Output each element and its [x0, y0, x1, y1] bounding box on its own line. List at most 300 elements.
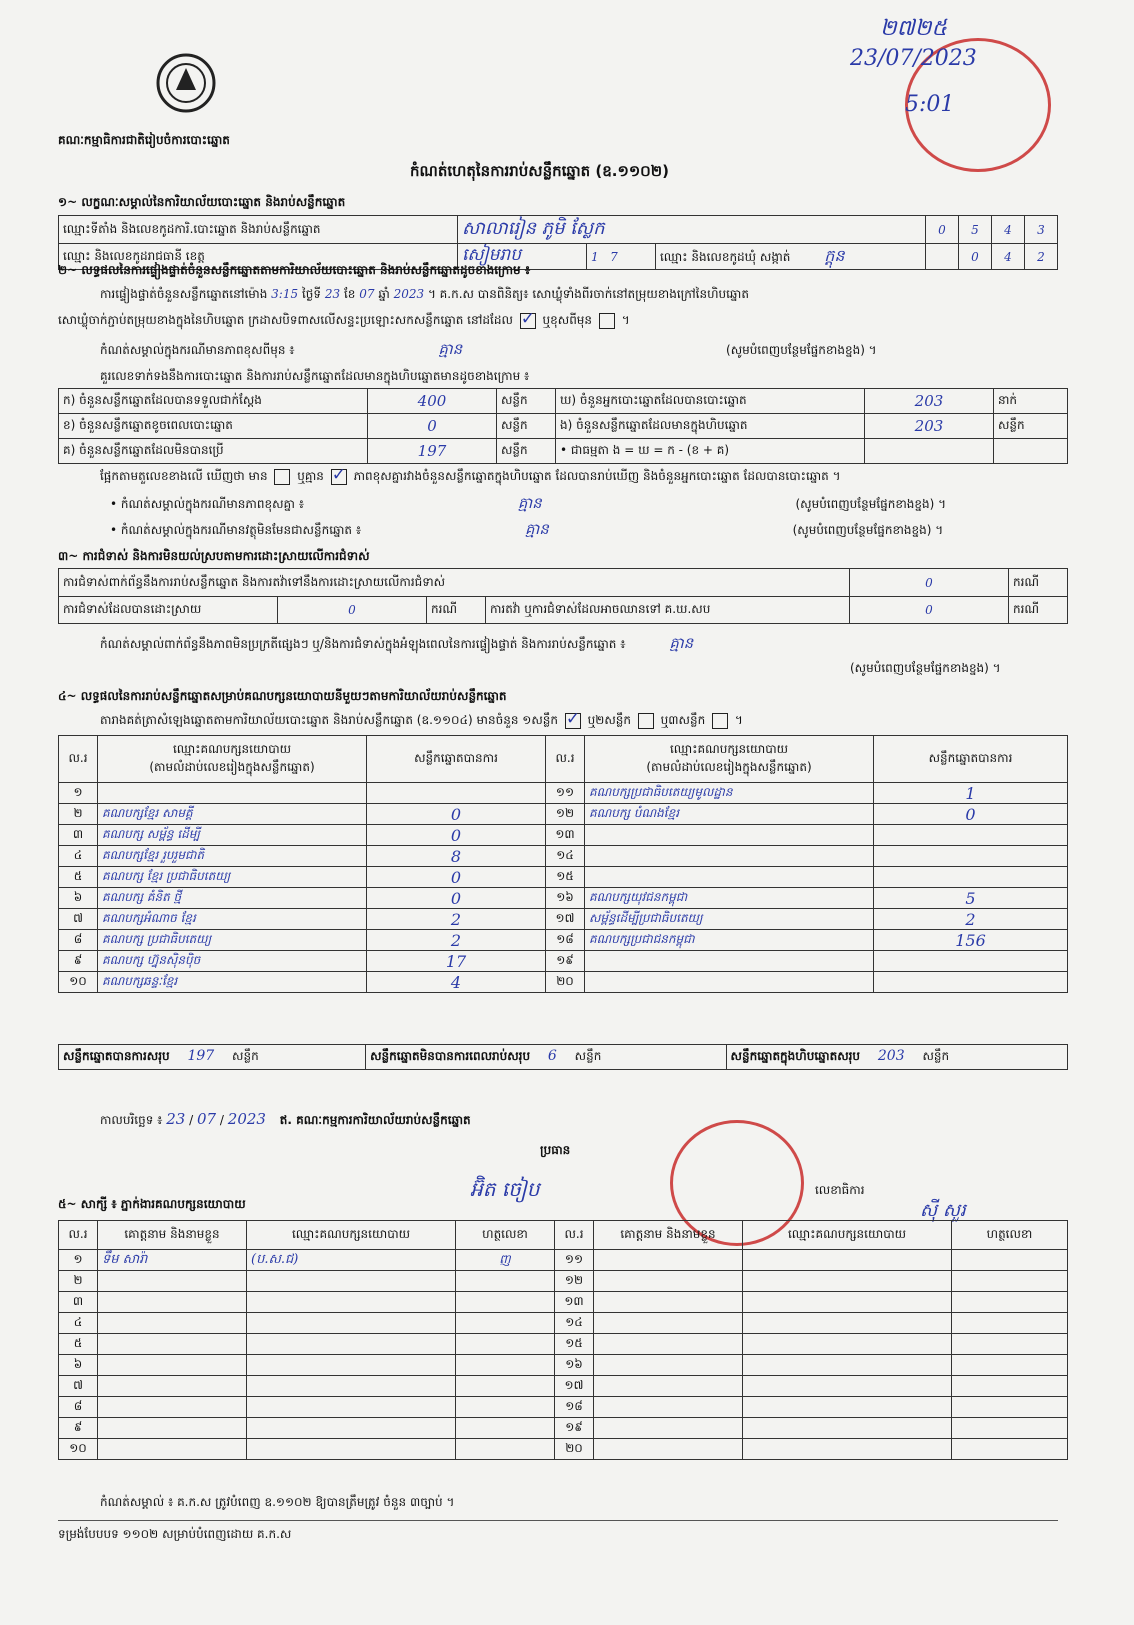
witness-name: [594, 1418, 743, 1439]
results-col-party-left-b: (តាមលំដាប់លេខរៀងក្នុងសន្លឹកឆ្នោត): [149, 760, 315, 774]
footer-rule: [58, 1520, 1058, 1521]
commune-code-empty: [926, 244, 959, 270]
witness-no: ៧: [59, 1376, 98, 1397]
location-code-4: 3: [1025, 216, 1058, 244]
results-col-votes-left: សន្លឹកឆ្នោតបានការ: [367, 736, 546, 783]
results-col-party-right-b: (តាមលំដាប់លេខរៀងក្នុងសន្លឹកឆ្នោត): [646, 760, 812, 774]
witness-party: [743, 1271, 952, 1292]
results-col-no-right: ល.រ: [546, 736, 585, 783]
witness-name: [98, 1418, 247, 1439]
secretary-title: លេខាធិការ: [815, 1183, 865, 1197]
witness-no: ២០: [555, 1439, 594, 1460]
total-box-cell: [726, 1045, 1067, 1070]
witness-name: [594, 1376, 743, 1397]
results-col-party-left: [98, 736, 367, 783]
witness-signature: [456, 1439, 555, 1460]
date-year: 2023: [227, 1110, 266, 1128]
witness-body: [59, 1250, 1068, 1460]
party-name: គណបក្សអំណាច ខ្មែរ: [98, 909, 367, 930]
table-row: [59, 1376, 1068, 1397]
witness-party: [743, 1334, 952, 1355]
verify-text-c: ខែ: [343, 287, 356, 301]
date-label: កាលបរិច្ឆេទ ៖: [100, 1113, 163, 1127]
witness-party: [743, 1292, 952, 1313]
witness-name: [98, 1334, 247, 1355]
witness-party: [743, 1355, 952, 1376]
witness-name: [98, 1355, 247, 1376]
witness-party: [247, 1397, 456, 1418]
secretary-signature: ស៊ី សួរ: [920, 1200, 966, 1221]
witness-no: ១៥: [555, 1334, 594, 1355]
committee-label: ឥ. គណៈកម្មការការិយាល័យរាប់សន្លឹកឆ្នោត: [279, 1113, 471, 1127]
party-votes: [874, 951, 1068, 972]
bullet-note-2: [110, 520, 943, 542]
witness-signature: [456, 1376, 555, 1397]
witness-name: [98, 1271, 247, 1292]
table-row: [59, 825, 1068, 846]
stamp-time: 5:01: [905, 92, 955, 117]
has-difference-checkbox[interactable]: [274, 469, 290, 485]
total-invalid-unit: សន្លឹក: [574, 1049, 602, 1063]
total-box-unit: សន្លឹក: [922, 1049, 950, 1063]
verify-text-g: ឬខុសពីមុន: [542, 313, 593, 327]
tally-text-c: ឬ៣សន្លឹក: [660, 713, 706, 727]
party-name: គណបក្សឆន្ទៈខ្មែរ: [98, 972, 367, 993]
witness-signature: [952, 1439, 1068, 1460]
footer-text: ទម្រង់បែបបទ ១១០២ សម្រាប់បំពេញដោយ គ.ក.ស: [58, 1527, 292, 1541]
table-row: [59, 1313, 1068, 1334]
witness-name: [594, 1355, 743, 1376]
figures-row: [59, 439, 1068, 464]
location-code-2: 5: [959, 216, 992, 244]
commune-value: ក្ដុន: [824, 245, 845, 265]
difference-check-line: [100, 468, 841, 486]
witness-no: ១០: [59, 1439, 98, 1460]
witness-no: ៥: [59, 1334, 98, 1355]
party-votes: 4: [367, 972, 546, 993]
form-title: កំណត់ហេតុនៃការរាប់សន្លឹកឆ្នោត (ឧ.១១០២): [410, 162, 670, 180]
commune-label: ឈ្មោះ និងលេខកូដឃុំ សង្កាត់: [660, 249, 791, 264]
results-col-party-right-a: ឈ្មោះគណបក្សនយោបាយ: [669, 742, 789, 756]
objection-resolved-value: 0: [278, 597, 427, 624]
commune-code-3: 2: [1025, 244, 1058, 270]
objection-related-label: ការជំទាស់ពាក់ព័ន្ធនឹងការរាប់សន្លឹកឆ្នោត និងការតវ៉ាទៅនឹងការដោះស្រាយលើការជំទាស់: [59, 569, 850, 597]
party-votes: 0: [367, 867, 546, 888]
section5-heading: ៥~ សាក្សី ៖ ភ្នាក់ងារគណបក្សនយោបាយ: [58, 1197, 246, 1211]
results-col-no-left: ល.រ: [59, 736, 98, 783]
witness-signature: [952, 1376, 1068, 1397]
total-invalid-value: 6: [547, 1048, 557, 1064]
total-invalid-cell: [366, 1045, 726, 1070]
party-name: គណបក្ស គំនិត ថ្មី: [98, 888, 367, 909]
table-row: [59, 846, 1068, 867]
witness-no: ៤: [59, 1313, 98, 1334]
bullet1-label: • កំណត់សម្គាល់ក្នុងករណីមានភាពខុសគ្នា ៖: [110, 497, 305, 511]
verify-text-d: ឆ្នាំ: [378, 287, 390, 301]
table-row: [59, 1271, 1068, 1292]
party-no: ២០: [546, 972, 585, 993]
one-sheet-checkbox[interactable]: [565, 713, 581, 729]
table-row: [59, 930, 1068, 951]
section3-heading: ៣~ ការជំទាស់ និងការមិនយល់ស្របតាមការដោះស្រាយលើការជំទាស់: [58, 549, 370, 563]
party-no: ៩: [59, 951, 98, 972]
commune-label-cell: [656, 244, 926, 270]
figure-left-unit: សន្លឹក: [497, 389, 556, 414]
witness-name: ទឹម សារ៉ា: [98, 1250, 247, 1271]
figure-right-value: [865, 439, 994, 464]
objection-related-value: 0: [850, 569, 1009, 597]
witness-signature: [952, 1271, 1068, 1292]
figures-intro: គួរលេខទាក់ទងនឹងការបោះឆ្នោត និងការរាប់សន្លឹកឆ្នោតដែលមានក្នុងហិបឆ្នោតមានដូចខាងក្រោម ៖: [100, 369, 530, 383]
bullet2-label: • កំណត់សម្គាល់ក្នុងករណីមានវត្ថុមិនមែនជាសន្លឹកឆ្នោត ៖: [110, 523, 362, 537]
witness-party: [743, 1313, 952, 1334]
figure-right-label: ឃ) ចំនួនអ្នកបោះឆ្នោតដែលបានបោះឆ្នោត: [556, 389, 865, 414]
witness-signature: [952, 1250, 1068, 1271]
witness-signature: [456, 1334, 555, 1355]
table-row: [59, 972, 1068, 993]
figure-right-unit: សន្លឹក: [994, 414, 1068, 439]
total-invalid-label: សន្លឹកឆ្នោតមិនបានការពេលរាប់សរុប: [370, 1049, 531, 1063]
witness-no: ១៣: [555, 1292, 594, 1313]
irregularity-hint: (សូមបំពេញបន្ថែមផ្នែកខាងខ្នង) ។: [850, 661, 1001, 675]
irregularity-note: [100, 634, 693, 656]
witness-col-no-left: ល.រ: [59, 1221, 98, 1250]
figure-left-label: ខ) ចំនួនសន្លឹកឆ្នោតខូចពេលបោះឆ្នោត: [59, 414, 368, 439]
witness-col-no-right: ល.រ: [555, 1221, 594, 1250]
section4-heading: ៤~ លទ្ធផលនៃការរាប់សន្លឹកឆ្នោតសម្រាប់គណបក្សនយោបាយនីមួយៗតាមការិយាល័យរាប់សន្លឹកឆ្នោត: [58, 689, 507, 703]
party-name: គណបក្សប្រជាជនកម្ពុជា: [585, 930, 874, 951]
province-code: [587, 244, 656, 270]
party-no: ១៥: [546, 867, 585, 888]
total-box-value: 203: [877, 1048, 905, 1064]
objection-escalated-unit: ករណី: [1009, 597, 1068, 624]
stamp-number: ២៧២៥: [880, 16, 947, 41]
table-row: [59, 888, 1068, 909]
table-row: [59, 867, 1068, 888]
witness-no: ៦: [59, 1355, 98, 1376]
witness-party: [247, 1271, 456, 1292]
two-sheets-checkbox[interactable]: [638, 713, 654, 729]
results-table: [58, 735, 1068, 993]
section1-heading: ១~ លក្ខណៈសម្គាល់នៃការិយាល័យបោះឆ្នោត និងរាប់សន្លឹកឆ្នោត: [58, 195, 346, 209]
party-name: សម្ព័ន្ធដើម្បីប្រជាធិបតេយ្យ: [585, 909, 874, 930]
party-name: គណបក្ស សម្ព័ន្ធ ដើម្បី: [98, 825, 367, 846]
difference-note-value: គ្មាន: [438, 340, 463, 358]
witness-signature: [952, 1292, 1068, 1313]
figure-right-value: 203: [865, 389, 994, 414]
witness-no: ៨: [59, 1397, 98, 1418]
witness-signature: [952, 1397, 1068, 1418]
party-no: ១៧: [546, 909, 585, 930]
witness-party: [743, 1418, 952, 1439]
date-day: 23: [166, 1110, 186, 1128]
verify-text-b: ថ្ងៃទី: [301, 287, 321, 301]
table-row: [59, 804, 1068, 825]
party-no: ៧: [59, 909, 98, 930]
party-votes: 2: [874, 909, 1068, 930]
nec-emblem-icon: [150, 52, 222, 114]
tally-text-b: ឬ២សន្លឹក: [587, 713, 632, 727]
table-row: [59, 1439, 1068, 1460]
witness-name: [98, 1292, 247, 1313]
party-name: គណបក្សប្រជាធិបតេយ្យមូលដ្ឋាន: [585, 783, 874, 804]
objection-escalated-label: ការតវ៉ា ឬការជំទាស់ដែលអាចឈានទៅ គ.ឃ.សប: [486, 597, 850, 624]
figure-right-value: 203: [865, 414, 994, 439]
witness-signature: [456, 1271, 555, 1292]
party-name: [585, 951, 874, 972]
tally-sheet-line: [100, 712, 743, 730]
total-valid-cell: [59, 1045, 366, 1070]
table-row: [59, 1418, 1068, 1439]
table-row: [59, 783, 1068, 804]
party-no: ១៩: [546, 951, 585, 972]
witness-col-sign-right: ហត្ថលេខា: [952, 1221, 1068, 1250]
verify-text-e: ។ គ.ក.ស បានពិនិត្យ៖ សោឃ្លុំទាំងពីរចាក់នៅតម្រុយខាងក្រៅនៃហិបឆ្នោត: [427, 287, 749, 301]
figure-right-unit: [994, 439, 1068, 464]
witness-signature: [456, 1397, 555, 1418]
party-votes: [874, 867, 1068, 888]
party-votes: [874, 825, 1068, 846]
irregularity-note-label: កំណត់សម្គាល់ពាក់ព័ន្ធនឹងភាពមិនប្រក្រតីផ្សេងៗ ឬ/និងការជំទាស់ក្នុងអំឡុងពេលនៃការផ្ទៀងផ្ទាត់ និងការរាប់សន្លឹកឆ្នោត ៖: [100, 637, 626, 651]
three-sheets-checkbox[interactable]: [712, 713, 728, 729]
witness-signature: [952, 1355, 1068, 1376]
party-name: គណបក្សខ្មែរ សាមគ្គី: [98, 804, 367, 825]
different-checkbox[interactable]: [599, 313, 615, 329]
total-valid-label: សន្លឹកឆ្នោតបានការសរុប: [63, 1049, 170, 1063]
witness-party: [247, 1334, 456, 1355]
org-name: គណៈកម្មាធិការជាតិរៀបចំការបោះឆ្នោត: [58, 133, 230, 147]
total-box-label: សន្លឹកឆ្នោតក្នុងហិបឆ្នោតសរុប: [730, 1049, 861, 1063]
party-votes: [874, 972, 1068, 993]
party-name: គណបក្ស ហ្វ៊ុនស៊ិនប៉ិច: [98, 951, 367, 972]
witness-no: ១៧: [555, 1376, 594, 1397]
verify-month: 07: [359, 287, 375, 301]
witness-no: ១៨: [555, 1397, 594, 1418]
figure-right-label: ង) ចំនួនសន្លឹកឆ្នោតដែលមានក្នុងហិបឆ្នោត: [556, 414, 865, 439]
chair-signature: អ៊ិត ចៀប: [470, 1177, 540, 1201]
verification-line1: [100, 286, 1060, 304]
verify-text-a: ការផ្ទៀងផ្ទាត់ចំនួនសន្លឹកឆ្នោតនៅម៉ោង: [100, 287, 268, 301]
party-no: ៨: [59, 930, 98, 951]
table-row: [59, 909, 1068, 930]
figure-right-unit: នាក់: [994, 389, 1068, 414]
location-code-1: 0: [926, 216, 959, 244]
chair-title: ប្រធាន: [540, 1143, 571, 1157]
results-body: [59, 783, 1068, 993]
party-no: ១៦: [546, 888, 585, 909]
witness-party: [743, 1250, 952, 1271]
no-difference-checkbox[interactable]: [331, 469, 347, 485]
figure-left-unit: សន្លឹក: [497, 439, 556, 464]
witness-party: (ប.ស.ជ): [247, 1250, 456, 1271]
party-name: គណបក្ស ខ្មែរ ប្រជាធិបតេយ្យ: [98, 867, 367, 888]
commune-code-2: 4: [992, 244, 1025, 270]
party-votes: 0: [367, 888, 546, 909]
total-valid-value: 197: [187, 1048, 215, 1064]
party-no: ២: [59, 804, 98, 825]
witness-signature: ញ: [456, 1250, 555, 1271]
party-votes: 0: [367, 825, 546, 846]
table-row: [59, 1334, 1068, 1355]
witness-table: [58, 1220, 1068, 1460]
section2-heading: ២~ លទ្ធផលនៃការផ្ទៀងផ្ទាត់ចំនួនសន្លឹកឆ្នោតតាមការិយាល័យបោះឆ្នោត និងរាប់សន្លឹកឆ្នោតដូចខាងក្រោម ៖: [58, 263, 531, 277]
witness-no: ១: [59, 1250, 98, 1271]
province-code-2: 7: [610, 249, 618, 264]
tally-text-end: ។: [734, 713, 743, 727]
witness-party: [247, 1292, 456, 1313]
figures-row: [59, 414, 1068, 439]
bullet2-value: គ្មាន: [524, 520, 549, 538]
witness-party: [247, 1376, 456, 1397]
witness-no: ៩: [59, 1418, 98, 1439]
date-line: កាលបរិច្ឆេទ ៖ 23 / 07 / 2023 ឥ. គណៈកម្មការការិយាល័យរាប់សន្លឹកឆ្នោត: [100, 1110, 471, 1128]
witness-party: [247, 1355, 456, 1376]
party-name: [585, 825, 874, 846]
location-value: សាលារៀន ភូមិ ស្លែក: [458, 216, 926, 244]
check-text-c: ភាពខុសគ្នារវាងចំនួនសន្លឹកឆ្នោតក្នុងហិបឆ្នោត ដែលបានរាប់ឃើញ និងចំនួនអ្នកបោះឆ្នោត ដែលបានបោះឆ្នោត ។: [353, 469, 841, 483]
total-valid-unit: សន្លឹក: [232, 1049, 259, 1063]
tally-text-a: តារាងគត់ត្រាសំឡេងឆ្នោតតាមការិយាល័យបោះឆ្នោត និងរាប់សន្លឹកឆ្នោត (ឧ.១១០៤) មានចំនួន ១សន្លឹក: [100, 713, 558, 727]
witness-col-party-left: ឈ្មោះគណបក្សនយោបាយ: [247, 1221, 456, 1250]
province-label: ឈ្មោះ និងលេខកូដរាជធានី ខេត្ត: [59, 244, 458, 270]
party-votes: 0: [367, 804, 546, 825]
commune-code-1: 0: [959, 244, 992, 270]
party-no: ១: [59, 783, 98, 804]
witness-signature: [456, 1292, 555, 1313]
party-name: គណបក្ស បំណងខ្មែរ: [585, 804, 874, 825]
table-row: [59, 1355, 1068, 1376]
figure-right-label: • ជាធម្មតា ង = ឃ = ក - (ខ + គ): [556, 439, 865, 464]
witness-no: ១៩: [555, 1418, 594, 1439]
province-code-1: 1: [591, 249, 599, 264]
bullet1-hint: (សូមបំពេញបន្ថែមផ្នែកខាងខ្នង) ។: [795, 497, 947, 511]
party-no: ១១: [546, 783, 585, 804]
party-votes: 156: [874, 930, 1068, 951]
witness-signature: [456, 1355, 555, 1376]
witness-col-sign-left: ហត្ថលេខា: [456, 1221, 555, 1250]
witness-col-party-right: ឈ្មោះគណបក្សនយោបាយ: [743, 1221, 952, 1250]
party-no: ១៤: [546, 846, 585, 867]
party-votes: 17: [367, 951, 546, 972]
witness-party: [247, 1418, 456, 1439]
bullet1-value: គ្មាន: [517, 494, 542, 512]
witness-name: [594, 1271, 743, 1292]
irregularity-note-value: គ្មាន: [669, 634, 694, 652]
witness-name: [594, 1250, 743, 1271]
results-col-party-left-a: ឈ្មោះគណបក្សនយោបាយ: [172, 742, 292, 756]
verify-day: 23: [324, 287, 341, 301]
objection-resolved-unit: ករណី: [427, 597, 486, 624]
footnote: កំណត់សម្គាល់ ៖ គ.ក.ស ត្រូវបំពេញ ឧ.១១០២ ឱ្យបានត្រឹមត្រូវ ចំនួន ៣ច្បាប់ ។: [100, 1495, 455, 1509]
party-name: [585, 846, 874, 867]
same-checkbox[interactable]: [520, 313, 536, 329]
figures-body: [59, 389, 1068, 464]
party-no: ១៨: [546, 930, 585, 951]
witness-party: [247, 1439, 456, 1460]
witness-name: [98, 1439, 247, 1460]
party-name: [585, 867, 874, 888]
check-text-b: ឬគ្មាន: [297, 469, 324, 483]
party-no: ៣: [59, 825, 98, 846]
witness-name: [98, 1376, 247, 1397]
witness-col-name-right: គោត្តនាម និងនាមខ្លួន: [594, 1221, 743, 1250]
witness-signature: [952, 1334, 1068, 1355]
figure-left-unit: សន្លឹក: [497, 414, 556, 439]
witness-name: [594, 1292, 743, 1313]
party-no: ៦: [59, 888, 98, 909]
objections-table: [58, 568, 1068, 624]
witness-party: [247, 1313, 456, 1334]
stamp-date: 23/07/2023: [850, 46, 977, 71]
location-label: ឈ្មោះទីតាំង និងលេខកូដការិ.បោះឆ្នោត និងរាប់សន្លឹកឆ្នោត: [59, 216, 458, 244]
table-row: [59, 1250, 1068, 1271]
witness-col-name-left: គោត្តនាម និងនាមខ្លួន: [98, 1221, 247, 1250]
party-votes: 8: [367, 846, 546, 867]
table-row: [59, 1397, 1068, 1418]
figures-row: [59, 389, 1068, 414]
party-name: គណបក្ស ប្រជាធិបតេយ្យ: [98, 930, 367, 951]
party-no: ១២: [546, 804, 585, 825]
party-no: ១០: [59, 972, 98, 993]
witness-party: [743, 1376, 952, 1397]
party-votes: [874, 846, 1068, 867]
verify-time: 3:15: [271, 287, 299, 301]
province-value: សៀមរាប: [458, 244, 587, 270]
witness-signature: [952, 1418, 1068, 1439]
party-votes: 2: [367, 930, 546, 951]
bullet-note-1: [110, 494, 946, 516]
results-col-votes-right: សន្លឹកឆ្នោតបានការ: [874, 736, 1068, 783]
verification-line2: [58, 312, 630, 330]
figure-left-label: ក) ចំនួនសន្លឹកឆ្នោតដែលបានទទួលជាក់ស្តែង: [59, 389, 368, 414]
witness-no: ១៦: [555, 1355, 594, 1376]
party-no: ១៣: [546, 825, 585, 846]
witness-no: ១៤: [555, 1313, 594, 1334]
date-month: 07: [197, 1110, 217, 1128]
witness-name: [594, 1334, 743, 1355]
objection-escalated-value: 0: [850, 597, 1009, 624]
witness-no: ២: [59, 1271, 98, 1292]
difference-note-label: កំណត់សម្គាល់ក្នុងករណីមានភាពខុសពីមុន ៖: [100, 343, 295, 357]
table-row: [59, 951, 1068, 972]
figure-left-label: គ) ចំនួនសន្លឹកឆ្នោតដែលមិនបានប្រើ: [59, 439, 368, 464]
witness-name: [594, 1439, 743, 1460]
objection-resolved-label: ការជំទាស់ដែលបានដោះស្រាយ: [59, 597, 278, 624]
witness-no: ១២: [555, 1271, 594, 1292]
witness-signature: [456, 1313, 555, 1334]
difference-note: [100, 340, 877, 362]
party-votes: 2: [367, 909, 546, 930]
witness-no: ៣: [59, 1292, 98, 1313]
verify-text-f: សោឃ្លុំចាក់ភ្ជាប់តម្រុយខាងក្នុងនៃហិបឆ្នោត ក្រដាសបិទពាសលើសន្ទះប្រឡោះសកសន្លឹកឆ្នោត នៅដដែល: [58, 313, 513, 327]
party-name: គណបក្សយុវជនកម្ពុជា: [585, 888, 874, 909]
witness-signature: [456, 1418, 555, 1439]
results-col-party-right: [585, 736, 874, 783]
party-name: គណបក្សខ្មែរ រួបរួមជាតិ: [98, 846, 367, 867]
witness-party: [743, 1439, 952, 1460]
figures-table: [58, 388, 1068, 464]
verify-text-h: ។: [621, 313, 630, 327]
witness-name: [98, 1397, 247, 1418]
party-votes: 5: [874, 888, 1068, 909]
bullet2-hint: (សូមបំពេញបន្ថែមផ្នែកខាងខ្នង) ។: [792, 523, 944, 537]
party-votes: 0: [874, 804, 1068, 825]
witness-name: [98, 1313, 247, 1334]
party-no: ៤: [59, 846, 98, 867]
party-no: ៥: [59, 867, 98, 888]
figure-left-value: 0: [368, 414, 497, 439]
totals-table: [58, 1044, 1068, 1070]
